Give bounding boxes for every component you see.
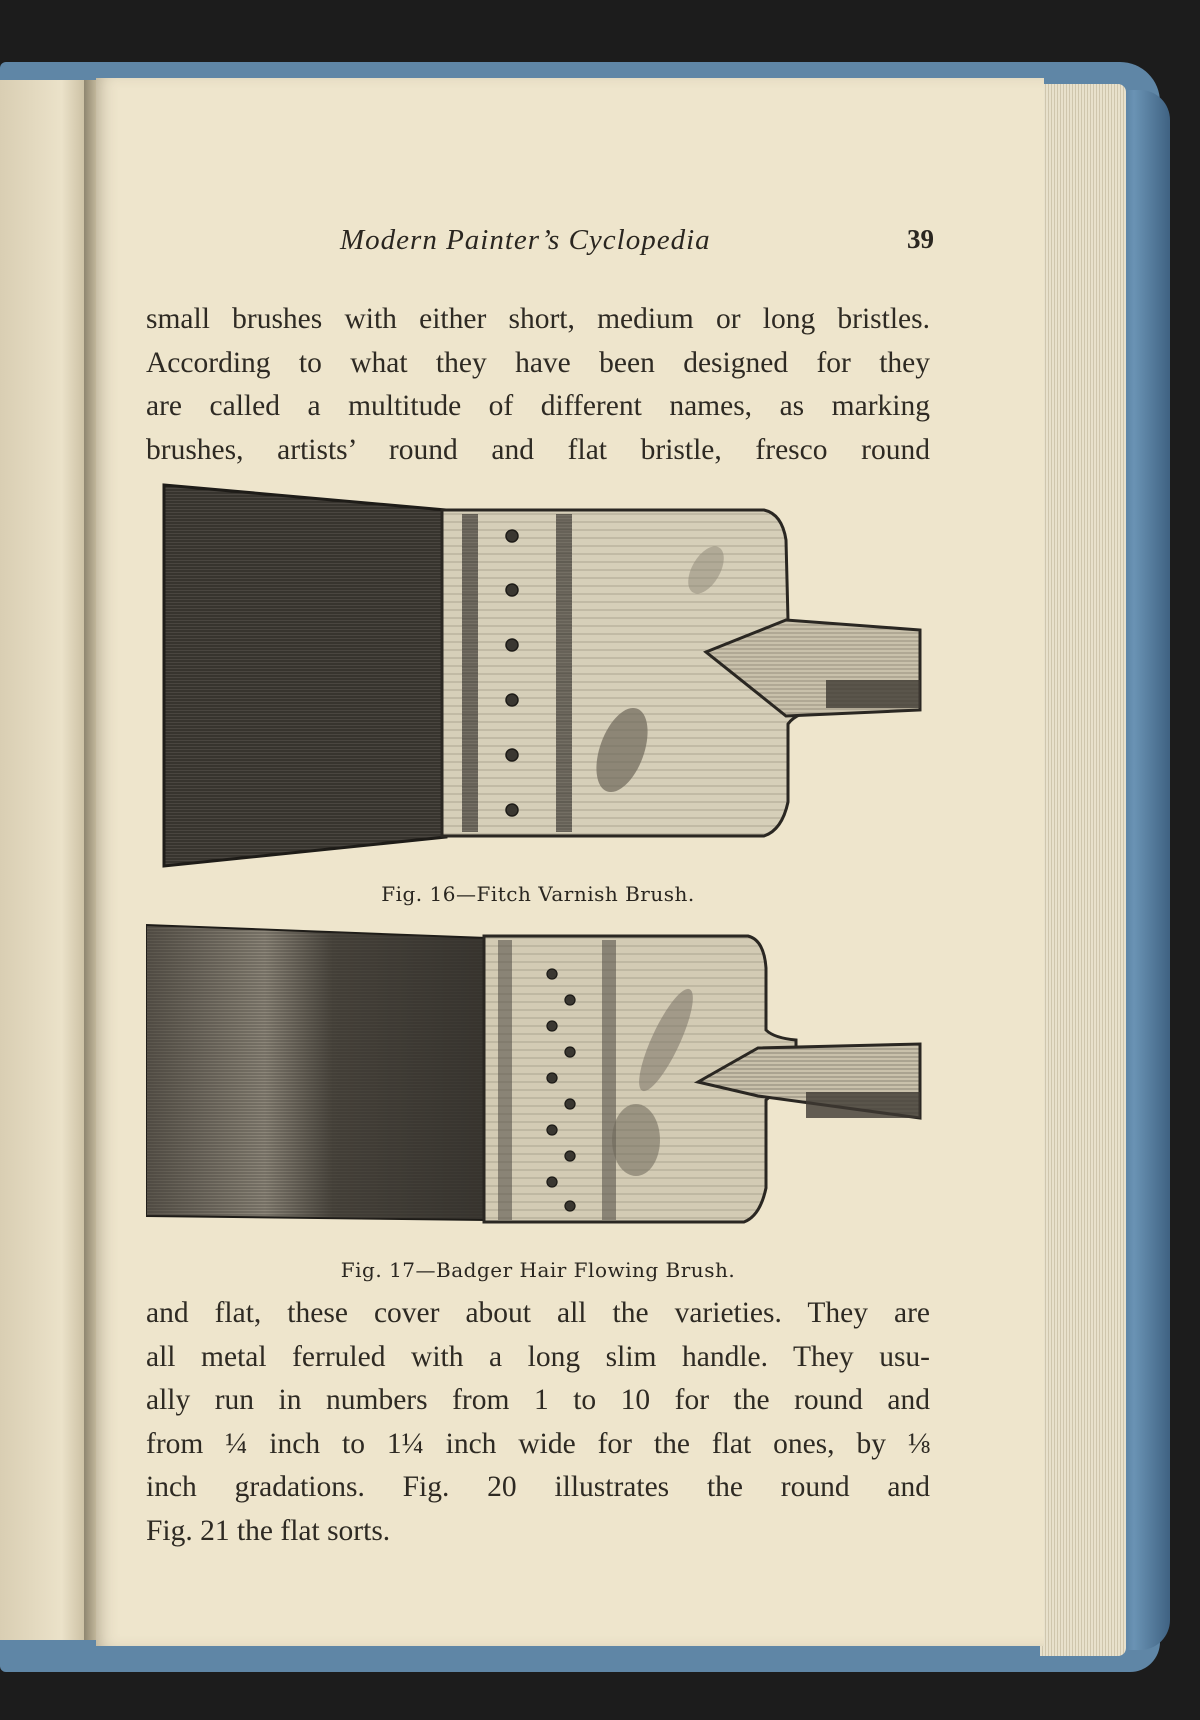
text-line: brushes, artists’ round and flat bristle, fresco round xyxy=(146,433,930,466)
text-line: According to what they have been designed for they xyxy=(146,346,930,379)
figure-17-caption: Fig. 17—Badger Hair Flowing Brush. xyxy=(340,1258,736,1282)
paragraph-top xyxy=(146,298,930,472)
figure-17-illustration xyxy=(146,920,930,1230)
running-header xyxy=(340,224,934,264)
text-line: small brushes with either short, medium or long bristles. xyxy=(146,303,930,335)
paragraph-bottom xyxy=(146,1292,930,1553)
text-line: all metal ferruled with a long slim handle. They usu- xyxy=(146,1340,930,1373)
badger-flowing-brush-drawing xyxy=(146,920,930,1230)
fitch-varnish-brush-drawing xyxy=(146,480,930,880)
page-stack-edge xyxy=(1040,84,1126,1656)
figure-16-caption: Fig. 16—Fitch Varnish Brush. xyxy=(381,882,695,906)
text-line: ally run in numbers from 1 to 10 for the round and xyxy=(146,1384,930,1416)
text-line: and flat, these cover about all the varieties. They are xyxy=(146,1297,930,1329)
page-number: 39 xyxy=(907,224,934,254)
text-line: Fig. 21 the flat sorts. xyxy=(146,1514,391,1547)
bristles-shape xyxy=(164,485,446,866)
running-title: Modern Painter’s Cyclopedia xyxy=(340,224,711,256)
left-page-edge xyxy=(0,80,88,1640)
text-line: inch gradations. Fig. 20 illustrates the round and xyxy=(146,1471,930,1503)
text-line: from ¼ inch to 1¼ inch wide for the flat ones, by ⅛ xyxy=(146,1427,930,1460)
text-line: are called a multitude of different names, as marking xyxy=(146,390,930,422)
figure-16-illustration xyxy=(146,480,930,880)
